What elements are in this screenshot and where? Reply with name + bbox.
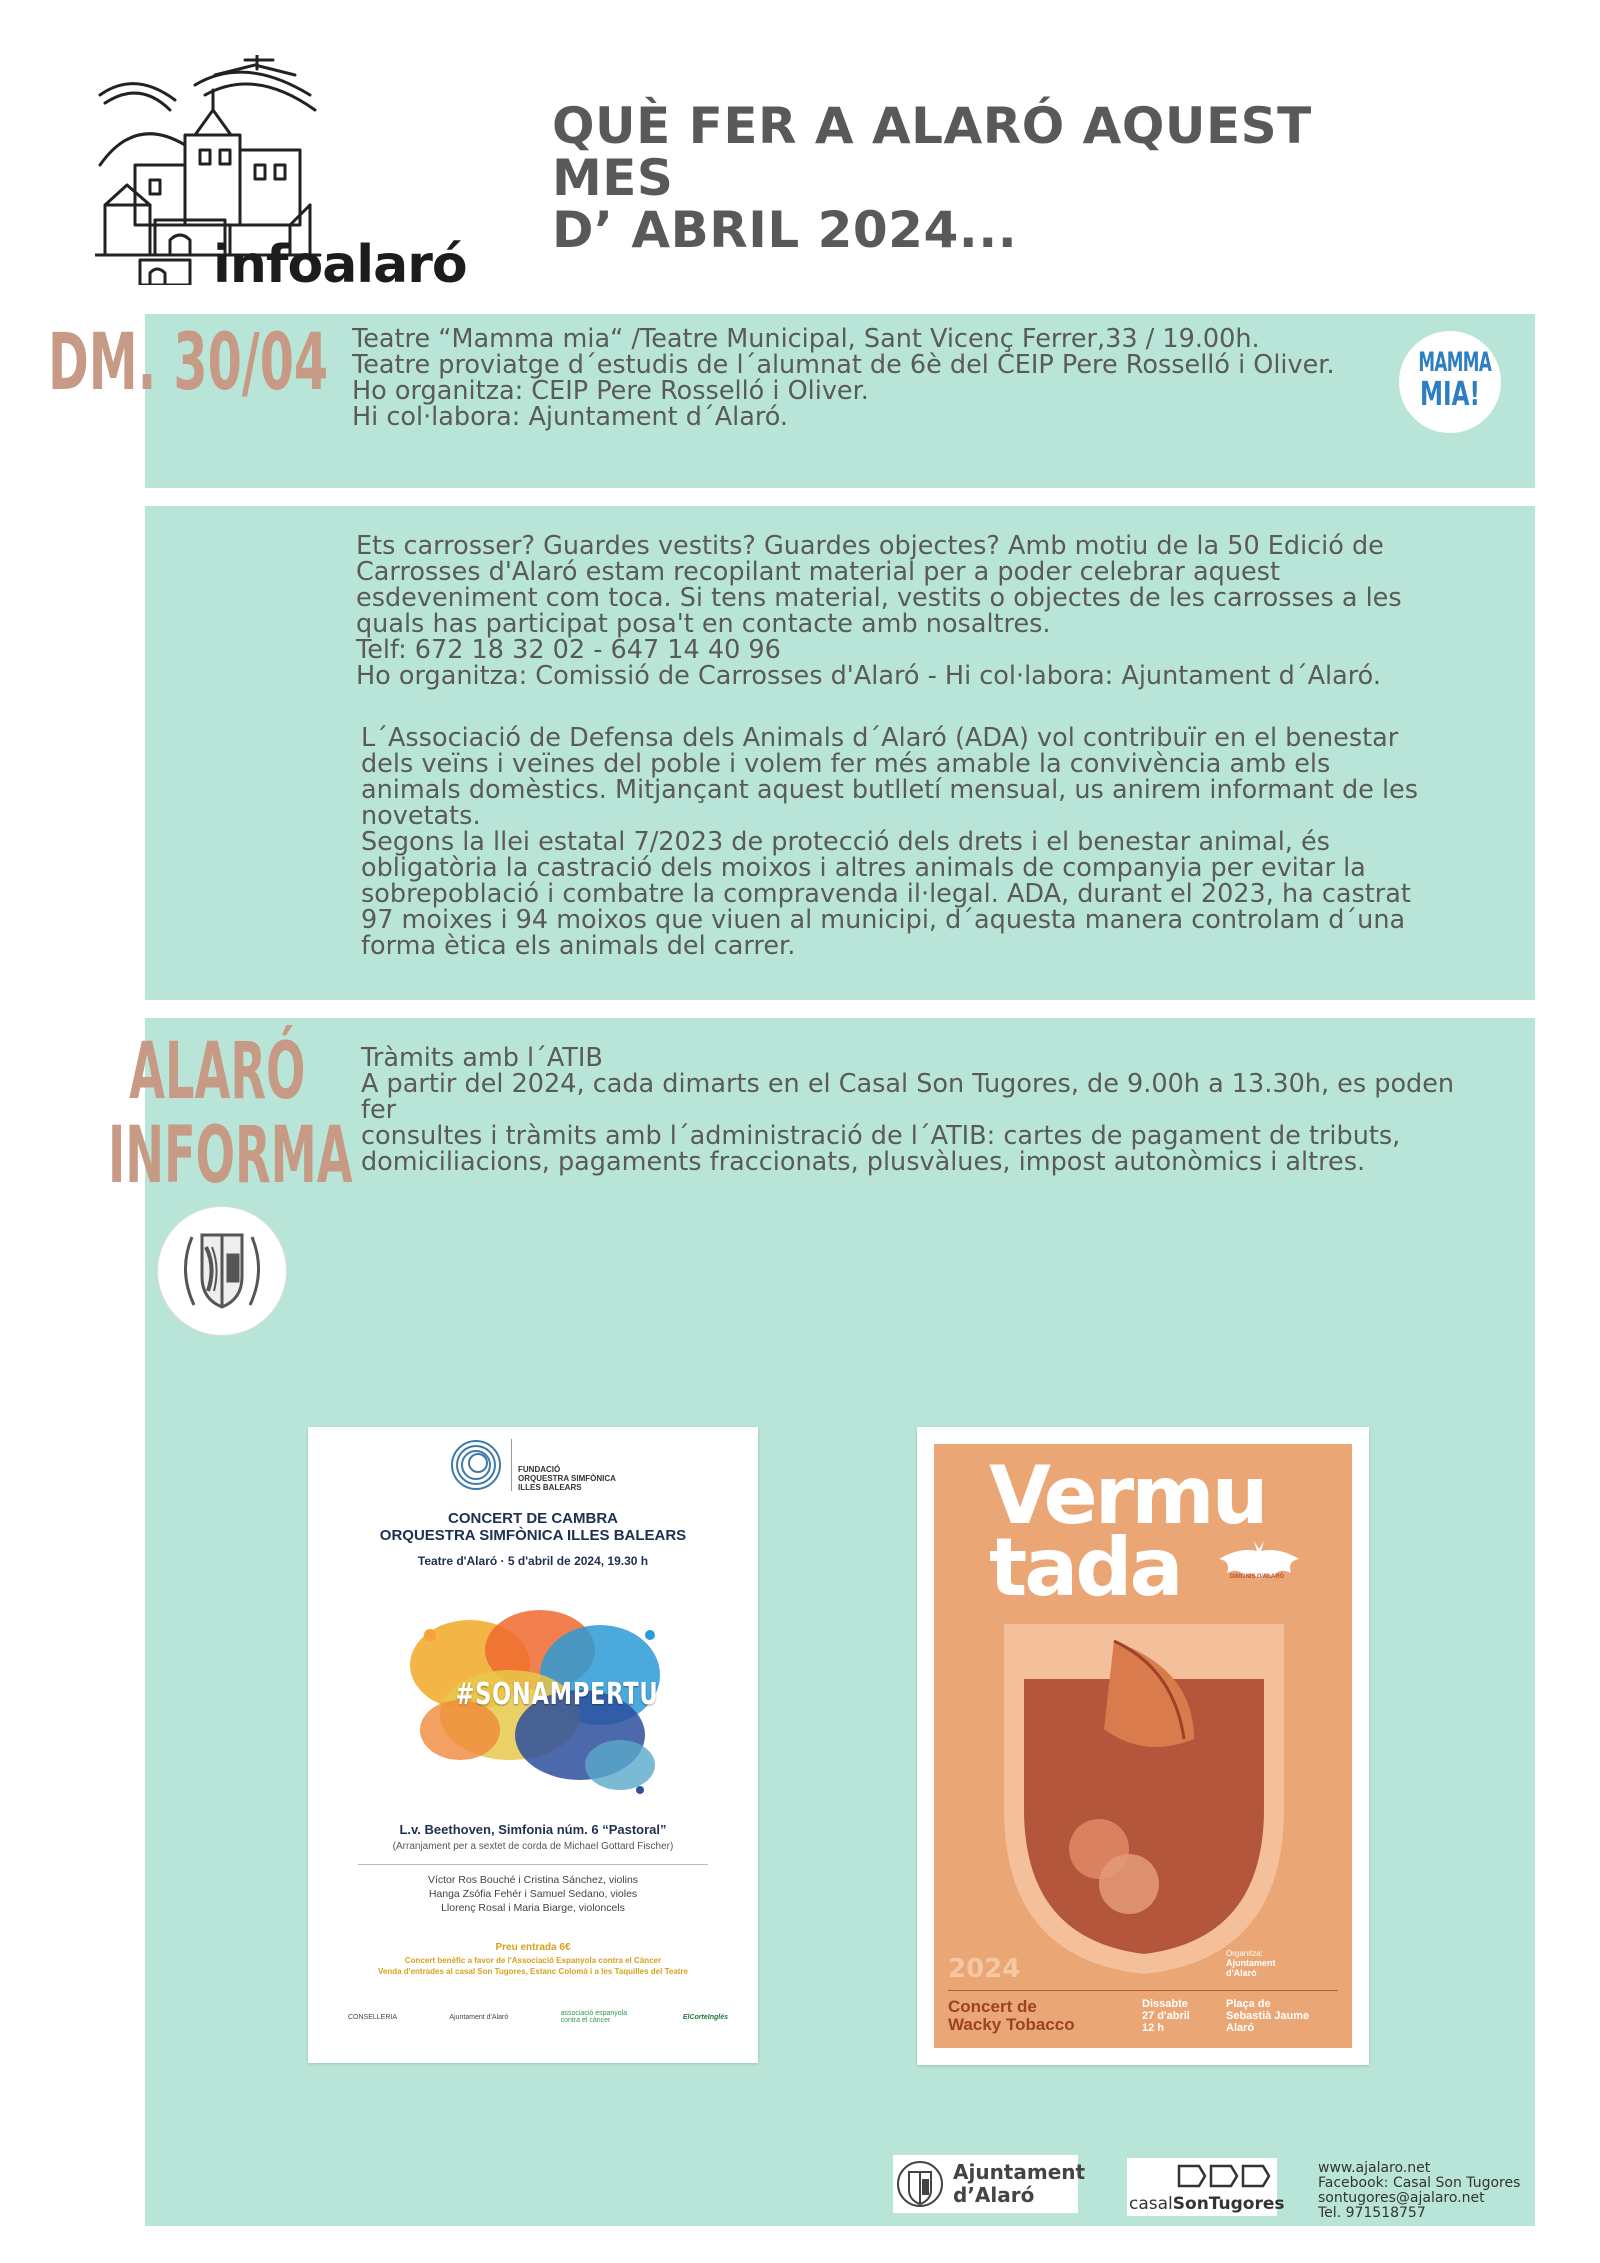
organizer-label: Organitza:: [1226, 1949, 1263, 1958]
badge-line-1: MAMMA: [1418, 347, 1492, 378]
foundation-logo-icon: [446, 1435, 506, 1495]
foundation-line-2: ORQUESTRA SIMFÒNICA: [518, 1474, 616, 1483]
ajuntament-line-1: Ajuntament: [953, 2160, 1086, 2184]
ajuntament-seal: [158, 1207, 286, 1335]
foundation-line-1: FUNDACIÓ: [518, 1465, 561, 1474]
atib-notice: Tràmits amb l´ATIB A partir del 2024, cada dimarts en el Casal Son Tugores, de 9.00h a 13.30h, es poden fer consultes i tràmits amb l´administració de l´ATIB: cartes de pagament de tributs, domiciliacions, pagaments fraccionats, plusvàlues, impost autonòmics i altres.: [361, 1043, 1455, 1177]
event-line-2: Teatre proviatge d´estudis de l´alumnat de 6è del CEIP Pere Rosselló i Oliver.: [352, 350, 1335, 380]
place-line-2: Sebastià Jaume: [1226, 2010, 1310, 2022]
vermutada-background: [934, 1444, 1352, 2048]
concert-line-2: Wacky Tobacco: [948, 2015, 1075, 2034]
vermutada-title-line-2: tada: [989, 1521, 1181, 1614]
ajuntament-shield-icon: [895, 2156, 945, 2212]
date-line-3: 12 h: [1142, 2022, 1165, 2034]
bat-icon: [1209, 1539, 1309, 1599]
concert-line-1: Concert de: [948, 1997, 1037, 2016]
vermutada-divider: [948, 1990, 1338, 1991]
performers: [308, 1873, 758, 1915]
mamma-mia-badge: [1399, 331, 1501, 433]
concert-poster[interactable]: [308, 1427, 758, 2063]
informa-heading: [108, 1027, 353, 1201]
casal-prefix: casal: [1129, 2194, 1173, 2214]
logo-wordmark: infoalaró: [213, 235, 467, 295]
ajuntament-name: [953, 2161, 1085, 2207]
sponsor-aecc: associació espanyola contra el càncer: [560, 2010, 628, 2024]
date-line-1: Dissabte: [1142, 1998, 1188, 2010]
event-line-3: Ho organitza: CEIP Pere Rosselló i Oliver.: [352, 376, 869, 406]
concert-title-line-2: ORQUESTRA SIMFÒNICA ILLES BALEARS: [379, 1527, 687, 1544]
casal-son-tugores-logo[interactable]: [1127, 2158, 1285, 2216]
date-line-2: 27 d'abril: [1142, 2010, 1190, 2022]
vermutada-place: [1226, 1998, 1309, 2034]
vermutada-year: 2024: [948, 1954, 1021, 1984]
ada-notice: L´Associació de Defensa dels Animals d´Alaró (ADA) vol contribuïr en el benestar dels veïns i veïnes del poble i volem fer més amable la convivència amb els animals domèstics. Mitjançant aquest butlletí mensual, us anirem informant de les novetats. Segons la llei estatal 7/2023 de protecció dels drets i el benestar animal, és obligatòria la castració dels moixos i altres animals de companyia per evitar la sobrepoblació i combatre la compravenda il·legal. ADA, durant el 2023, ha castrat 97 moixes i 94 moixos que viuen al municipi, d´aquesta manera controlam d´una forma ètica els animals del carrer.: [361, 723, 1419, 961]
performers-divider: [358, 1864, 708, 1865]
event-details: [352, 326, 1352, 430]
sponsor-elcorteingles: ElCorteInglés: [682, 2013, 728, 2021]
concert-arrangement: (Arranjament per a sextet de corda de Michael Gottard Fischer): [392, 1841, 674, 1852]
vermutada-concert: [948, 1998, 1075, 2034]
concert-title: [308, 1510, 758, 1544]
vermouth-glass-illustration: [994, 1619, 1294, 1979]
place-line-1: Plaça de: [1226, 1998, 1271, 2010]
vermutada-poster[interactable]: [917, 1427, 1369, 2065]
ajuntament-line-2: d’Alaró: [953, 2183, 1035, 2207]
concert-work: L.v. Beethoven, Simfonia núm. 6 “Pastoral”: [399, 1822, 667, 1837]
performer-line-1: Víctor Ros Bouché i Cristina Sánchez, violins: [427, 1874, 639, 1886]
vermutada-date: [1142, 1998, 1190, 2034]
ticket-price: Preu entrada 6€: [495, 1942, 571, 1953]
event-line-4: Hi col·labora: Ajuntament d´Alaró.: [352, 402, 789, 432]
performer-line-3: Llorenç Rosal i Maria Biarge, violoncels: [441, 1902, 625, 1914]
page-title: [552, 97, 1412, 259]
carrosses-notice: Ets carrosser? Guardes vestits? Guardes objectes? Amb motiu de la 50 Edició de Carrosses d'Alaró estam recopilant material per a poder celebrar aquest esdeveniment com toca. Si tens material, vestits o objectes de les carrosses a les quals has participat posa't en contacte amb nosaltres. Telf: 672 18 32 02 - 647 14 40 96 Ho organitza: Comissió de Carrosses d'Alaró - Hi col·labora: Ajuntament d´Alaró.: [356, 531, 1402, 691]
sponsor-row: [348, 2002, 728, 2032]
hashtag: #SONAMPERTU: [455, 1677, 659, 1712]
vermutada-title-line-1: Vermu: [989, 1449, 1266, 1542]
contact-info: www.ajalaro.net Facebook: Casal Son Tugores sontugores@ajalaro.net Tel. 971518757: [1318, 2160, 1521, 2221]
foundation-name: [518, 1465, 616, 1492]
casal-suffix: SonTugores: [1172, 2194, 1285, 2214]
coat-of-arms-icon: [158, 1207, 286, 1335]
sponsor-conselleria: CONSELLERIA: [348, 2013, 398, 2021]
benefit-note: Concert benèfic a favor de l'Associació Espanyola contra el Càncer: [404, 1956, 662, 1965]
event-line-1: Teatre “Mamma mia“ /Teatre Municipal, Sant Vicenç Ferrer,33 / 19.00h.: [352, 324, 1260, 354]
bat-label: DIMONIS D'ALARÓ: [1229, 1574, 1285, 1580]
casal-name: [1129, 2194, 1285, 2214]
concert-venue: Teatre d'Alaró · 5 d'abril de 2024, 19.30 h: [417, 1554, 649, 1568]
foundation-divider: [511, 1439, 512, 1491]
title-line-1: QUÈ FER A ALARÓ AQUEST MES: [552, 97, 1312, 207]
concert-title-line-1: CONCERT DE CAMBRA: [448, 1510, 618, 1527]
badge-line-2: MIA!: [1419, 374, 1481, 413]
infoalaro-logo: [95, 55, 467, 295]
paint-splash: [400, 1595, 676, 1800]
ajuntament-footer-logo[interactable]: [893, 2155, 1086, 2213]
place-line-3: Alaró: [1226, 2022, 1255, 2034]
performer-line-2: Hanga Zsófia Fehér i Samuel Sedano, violes: [428, 1888, 638, 1900]
informa-heading-line-1: ALARÓ: [129, 1027, 306, 1117]
casal-building-icon: [1175, 2160, 1275, 2190]
foundation-line-3: ILLES BALEARS: [518, 1483, 582, 1492]
title-line-2: D’ ABRIL 2024...: [552, 201, 1018, 259]
vermutada-organizer: [1226, 1949, 1296, 1978]
informa-heading-line-2: INFORMA: [108, 1111, 353, 1201]
organizer-name: Ajuntament d'Alaró: [1226, 1958, 1276, 1978]
ticket-sales: Venda d'entrades al casal Son Tugores, Estanc Colomà i a les Taquilles del Teatre: [377, 1967, 688, 1976]
event-date: DM. 30/04: [48, 318, 329, 408]
sponsor-ajuntament: Ajuntament d'Alaró: [449, 2013, 509, 2021]
